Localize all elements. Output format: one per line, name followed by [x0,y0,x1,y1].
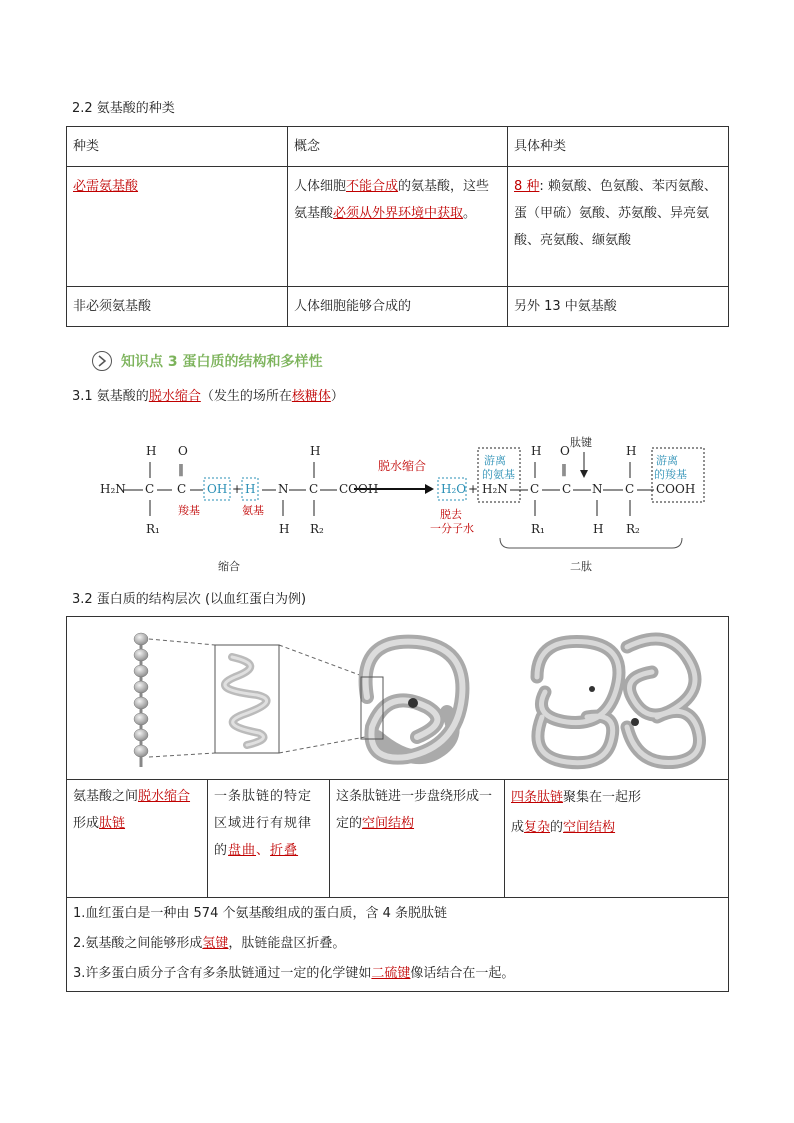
concept-text: 。 [463,206,477,221]
atom-c: C [145,482,155,496]
structure-text-row [67,779,728,898]
note-text: 像话结合在一起。 [410,966,515,981]
atom-c: C [530,482,540,496]
hydrogen-bond-term: 氢键 [202,936,229,951]
section-text: ） [330,389,344,404]
atom-h: H [279,522,290,536]
folding-term: 折叠 [270,843,299,858]
protein-structure-images [67,617,728,780]
nonessential-types: 另外 13 中氨基酸 [508,287,729,327]
carboxyl-group: COOH [339,482,379,496]
remove-label: 脱去 [440,508,462,521]
atom-h: H [593,522,604,536]
spatial-structure-term: 空间结构 [563,820,616,835]
atom-h: H [310,444,321,458]
spatial-structure-term: 空间结构 [362,816,415,831]
water-label: 一分子水 [430,522,474,535]
concept-text: 人体细胞 [294,179,347,194]
peptide-chain-term: 肽链 [99,816,126,831]
r2-group: R₂ [310,522,324,536]
cell-text: 成 [511,820,525,835]
cell-text: 聚集在一起形 [563,790,642,805]
plus-sign: + [468,482,479,496]
atom-n: N [278,482,289,496]
double-bond: ‖ [561,462,567,476]
atom-h: H [626,444,637,458]
section-text: 3.1 氨基酸的 [72,389,149,404]
amino-label: 氨基 [242,504,264,517]
caption-dipeptide: 二肽 [570,560,592,573]
separator: 、 [256,843,271,858]
dehydration-term: 脱水缩合 [148,389,201,404]
reaction-label: 脱水缩合 [378,459,427,473]
nonessential-concept: 人体细胞能够合成的 [288,287,508,327]
complex-term: 复杂 [524,820,551,835]
tertiary-structure-cell [330,779,505,897]
atom-c: C [562,482,572,496]
dehydration-term: 脱水缩合 [138,789,191,804]
header-concept: 概念 [288,127,508,167]
structure-notes [73,899,723,989]
note-1: 1.血红蛋白是一种由 574 个氨基酸组成的蛋白质，含 4 条脱肽链 [73,906,448,921]
quaternary-structure-cell [505,779,728,897]
atom-o: O [178,444,188,458]
knowledge-point-title: 知识点 3 蛋白质的结构和多样性 [121,354,323,370]
types-count: 8 种 [514,179,540,194]
section-3-2-title: 3.2 蛋白质的结构层次 (以血红蛋白为例) [72,592,307,607]
atom-c: C [177,482,187,496]
coiling-term: 盘曲 [228,843,257,858]
cell-text: 的 [550,820,564,835]
plus-sign: + [232,482,243,496]
note-text: 2.氨基酸之间能够形成 [73,936,203,951]
concept-text: 的氨基酸，这些氨基酸 [294,179,490,221]
r1-group: R₁ [531,522,545,536]
primary-structure-cell [67,779,208,897]
cell-text: 氨基酸之间 [73,789,139,804]
amino-group: H₂N [100,482,126,496]
protein-illustration [67,617,728,779]
free-amino-label: 游离 [484,454,506,467]
secondary-structure-cell [208,779,330,897]
double-bond: ‖ [178,462,184,476]
r1-group: R₁ [146,522,160,536]
atom-h: H [146,444,157,458]
note-2 [73,929,723,959]
section-2-2-title: 2.2 氨基酸的种类 [72,101,175,116]
note-text: 3.许多蛋白质分子含有多条肽链通过一定的化学键如 [73,966,372,981]
essential-kind: 必需氨基酸 [73,179,139,194]
section-text: （发生的场所在 [200,389,292,404]
nonessential-kind: 非必须氨基酸 [67,287,288,327]
atom-c: C [625,482,635,496]
free-carboxyl-label: 游离 [656,454,678,467]
from-environment: 必须从外界环境中获取 [333,206,464,221]
note-text: ，肽链能盘区折叠。 [228,936,346,951]
ribosome-term: 核糖体 [291,389,331,404]
carboxyl-label: 羧基 [178,504,200,517]
water: H₂O [441,482,467,496]
amino-group: H₂N [482,482,508,496]
cell-text: 形成 [73,816,100,831]
atom-h: H [531,444,542,458]
free-carboxyl-label: 的羧基 [654,468,687,481]
four-chains-term: 四条肽链 [511,790,564,805]
carboxyl-group: COOH [656,482,696,496]
note-3 [73,959,723,989]
structure-table [66,616,729,992]
cell-text: 一条肽链的特定区域进行有规律的 [214,789,313,858]
free-amino-label: 的氨基 [482,468,515,481]
atom-n: N [592,482,603,496]
peptide-bond-label: 肽键 [570,436,592,449]
hydrogen-blue: H [245,482,256,496]
caption-condensation: 缩合 [218,560,240,573]
cannot-synthesize: 不能合成 [346,179,399,194]
r2-group: R₂ [626,522,640,536]
disulfide-bond-term: 二硫键 [371,966,411,981]
header-kind: 种类 [67,127,288,167]
atom-o: O [560,444,570,458]
atom-c: C [309,482,319,496]
header-types: 具体种类 [508,127,729,167]
types-list: : 赖氨酸、色氨酸、苯丙氨酸、蛋（甲硫）氨酸、苏氨酸、异亮氨酸、亮氨酸、缬氨酸 [514,179,717,248]
cell-text: 这条肽链进一步盘绕形成一定的 [336,789,493,831]
hydroxyl: OH [207,482,228,496]
